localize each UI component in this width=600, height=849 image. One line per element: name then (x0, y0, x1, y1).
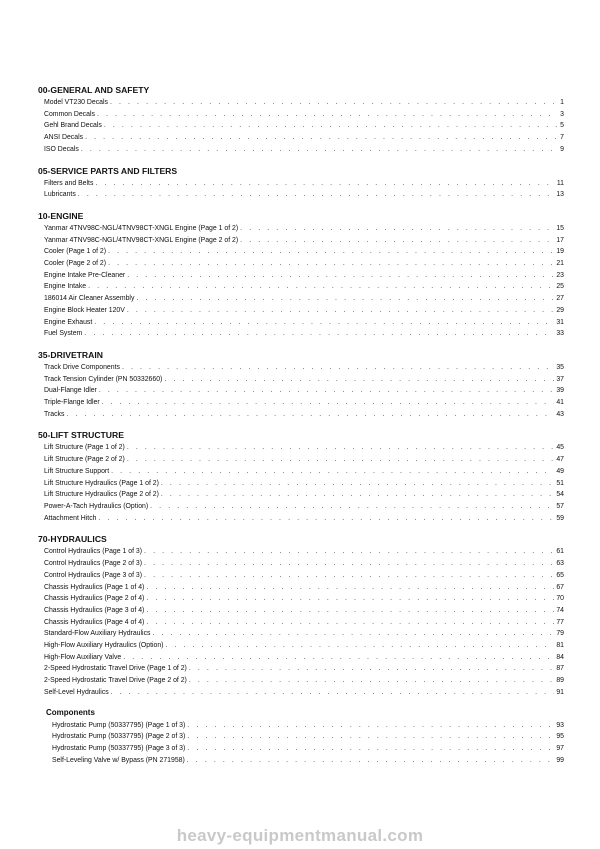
entry-label: Lift Structure (Page 2 of 2) (44, 456, 125, 464)
entry-page: 54 (556, 491, 564, 499)
dot-leader (161, 489, 554, 501)
entry-label: Model VT230 Decals (44, 99, 108, 106)
entry-page: 11 (556, 179, 564, 187)
toc-entry[interactable] (38, 281, 564, 293)
toc-entry[interactable] (38, 109, 564, 121)
entry-label: Lift Structure (Page 1 of 2) (44, 444, 125, 452)
entry-page: 33 (556, 330, 564, 338)
dot-leader (144, 546, 554, 558)
entry-label: Chassis Hydraulics (Page 3 of 4) (44, 606, 145, 614)
dot-leader (189, 675, 554, 687)
dot-leader (95, 178, 554, 190)
entry-label: Cooler (Page 2 of 2) (44, 260, 107, 268)
toc-entry[interactable] (38, 374, 564, 386)
section-title: 35-DRIVETRAIN (38, 349, 103, 360)
toc-entry[interactable] (38, 570, 564, 582)
entry-page: 19 (556, 248, 564, 256)
dot-leader (127, 454, 555, 466)
dot-leader (189, 663, 554, 675)
entry-label: Hydrostatic Pump (50337795) (Page 3 of 3) (52, 744, 186, 752)
entry-label: Common Decals (44, 110, 95, 118)
entry-label: Lubricants (44, 191, 76, 199)
dot-leader (144, 570, 554, 582)
entry-page: 61 (556, 548, 564, 556)
toc-entry[interactable] (38, 235, 564, 247)
entry-label: Lift Structure Hydraulics (Page 2 of 2) (44, 491, 159, 499)
dot-leader (164, 374, 554, 386)
toc-entry[interactable] (46, 731, 564, 743)
entry-label: Filters and Belts (44, 179, 94, 187)
entry-page: 99 (556, 756, 564, 764)
entry-page: 77 (556, 618, 564, 626)
entry-page: 31 (556, 318, 564, 326)
entry-label: Control Hydraulics (Page 1 of 3) (44, 548, 143, 556)
toc-entry[interactable] (38, 478, 564, 490)
dot-leader (122, 362, 554, 374)
entry-page: 39 (556, 387, 564, 395)
entry-label: Attachment Hitch (44, 514, 97, 522)
table-of-contents (38, 84, 564, 775)
dot-leader (110, 97, 558, 109)
entry-page: 35 (556, 363, 564, 371)
dot-leader (78, 189, 555, 201)
toc-entry[interactable] (38, 593, 564, 605)
toc-entry[interactable] (38, 385, 564, 397)
entry-label: Yanmar 4TNV98C-NGL/4TNV98CT-XNGL Engine (Page 1 of 2) (44, 224, 239, 232)
entry-label: Engine Intake Pre-Cleaner (44, 271, 126, 279)
toc-section-lift-structure (38, 429, 564, 524)
toc-entry[interactable] (38, 675, 564, 687)
toc-entry[interactable] (38, 362, 564, 374)
dot-leader (165, 640, 554, 652)
toc-entry[interactable] (38, 317, 564, 329)
entry-page: 74 (556, 606, 564, 614)
entry-label: Control Hydraulics (Page 3 of 3) (44, 571, 143, 579)
entry-label: Triple-Flange Idler (44, 399, 100, 407)
dot-leader (104, 120, 558, 132)
entry-page: 57 (556, 502, 564, 510)
entry-page: 15 (556, 224, 564, 232)
entry-page: 21 (556, 260, 564, 268)
toc-section-drivetrain (38, 349, 564, 421)
dot-leader (88, 281, 554, 293)
entry-label: Standard-Flow Auxiliary Hydraulics (44, 630, 151, 638)
toc-entry[interactable] (38, 246, 564, 258)
toc-entry[interactable] (38, 466, 564, 478)
section-title: 10-ENGINE (38, 210, 84, 221)
entry-page: 37 (556, 375, 564, 383)
dot-leader (187, 731, 554, 743)
entry-label: Engine Block Heater 120V (44, 306, 125, 314)
entry-page: 5 (560, 122, 564, 130)
toc-entry[interactable] (38, 687, 564, 699)
dot-leader (144, 558, 554, 570)
entry-page: 29 (556, 306, 564, 314)
toc-entry[interactable] (38, 328, 564, 340)
entry-page: 23 (556, 271, 564, 279)
entry-label: Track Tension Cylinder (PN 50332660) (44, 375, 163, 383)
dot-leader (187, 743, 554, 755)
entry-label: Yanmar 4TNV98C-NGL/4TNV98CT-XNGL Engine (Page 2 of 2) (44, 236, 239, 244)
toc-entry[interactable] (38, 144, 564, 156)
dot-leader (146, 582, 554, 594)
toc-entry[interactable] (38, 501, 564, 513)
toc-entry[interactable] (38, 617, 564, 629)
entry-page: 17 (556, 236, 564, 244)
dot-leader (97, 109, 558, 121)
dot-leader (127, 305, 555, 317)
entry-page: 13 (556, 191, 564, 199)
entry-label: Self-Leveling Valve w/ Bypass (PN 271958) (52, 756, 185, 764)
entry-label: ANSI Decals (44, 134, 84, 142)
entry-label: Chassis Hydraulics (Page 2 of 4) (44, 595, 145, 603)
entry-page: 95 (556, 733, 564, 741)
entry-page: 3 (560, 110, 564, 118)
dot-leader (240, 235, 554, 247)
toc-entry[interactable] (46, 755, 564, 767)
entry-page: 97 (556, 744, 564, 752)
entry-page: 7 (560, 134, 564, 142)
entry-label: Power-A-Tach Hydraulics (Option) (44, 502, 149, 510)
dot-leader (161, 478, 554, 490)
entry-label: Control Hydraulics (Page 2 of 3) (44, 560, 143, 568)
entry-label: Cooler (Page 1 of 2) (44, 248, 107, 256)
entry-label: Engine Intake (44, 283, 87, 291)
toc-entry[interactable] (38, 513, 564, 525)
dot-leader (108, 258, 554, 270)
toc-entry[interactable] (38, 454, 564, 466)
entry-page: 45 (556, 444, 564, 452)
entry-label: Fuel System (44, 330, 83, 338)
entry-label: Lift Structure Support (44, 467, 110, 475)
toc-entry[interactable] (38, 189, 564, 201)
toc-entry[interactable] (38, 409, 564, 421)
dot-leader (240, 223, 554, 235)
entry-page: 91 (556, 688, 564, 696)
dot-leader (81, 144, 558, 156)
toc-entry[interactable] (46, 720, 564, 732)
entry-page: 41 (556, 399, 564, 407)
dot-leader (127, 270, 554, 282)
section-title: 70-HYDRAULICS (38, 534, 107, 545)
dot-leader (94, 317, 554, 329)
entry-label: 2-Speed Hydrostatic Travel Drive (Page 2 of 2) (44, 677, 187, 685)
entry-page: 63 (556, 560, 564, 568)
toc-entry[interactable] (38, 489, 564, 501)
entry-page: 49 (556, 467, 564, 475)
entry-label: 186014 Air Cleaner Assembly (44, 295, 135, 303)
entry-label: High-Flow Auxiliary Hydraulics (Option) (44, 642, 164, 650)
toc-entry[interactable] (38, 663, 564, 675)
dot-leader (102, 397, 555, 409)
section-title: 00-GENERAL AND SAFETY (38, 85, 150, 95)
toc-section-engine (38, 210, 564, 340)
dot-leader (150, 501, 554, 513)
dot-leader (66, 409, 554, 421)
entry-page: 81 (556, 642, 564, 650)
toc-entry[interactable] (38, 293, 564, 305)
entry-page: 27 (556, 295, 564, 303)
toc-entry[interactable] (38, 546, 564, 558)
entry-label: Self-Level Hydraulics (44, 688, 109, 696)
entry-label: Dual-Flange Idler (44, 387, 97, 395)
section-title: 05-SERVICE PARTS AND FILTERS (38, 165, 178, 176)
dot-leader (98, 513, 554, 525)
entry-page: 51 (556, 479, 564, 487)
entry-label: ISO Decals (44, 145, 79, 153)
dot-leader (136, 293, 554, 305)
entry-page: 87 (556, 665, 564, 673)
dot-leader (84, 328, 554, 340)
toc-entry[interactable] (38, 305, 564, 317)
dot-leader (123, 652, 554, 664)
dot-leader (187, 720, 554, 732)
entry-page: 47 (556, 456, 564, 464)
toc-subsection-components (38, 707, 564, 767)
entry-page: 43 (556, 410, 564, 418)
entry-page: 79 (556, 630, 564, 638)
entry-label: Hydrostatic Pump (50337795) (Page 2 of 3) (52, 733, 186, 741)
toc-entry[interactable] (38, 442, 564, 454)
entry-label: Gehl Brand Decals (44, 122, 102, 130)
entry-label: Chassis Hydraulics (Page 4 of 4) (44, 618, 145, 626)
entry-label: Track Drive Components (44, 363, 120, 371)
toc-entry[interactable] (38, 178, 564, 190)
entry-page: 59 (556, 514, 564, 522)
toc-entry[interactable] (46, 743, 564, 755)
dot-leader (85, 132, 558, 144)
toc-section-general-safety (38, 84, 564, 156)
entry-label: High-Flow Auxiliary Valve (44, 653, 122, 661)
dot-leader (111, 687, 555, 699)
toc-entry[interactable] (38, 397, 564, 409)
dot-leader (99, 385, 554, 397)
dot-leader (146, 617, 554, 629)
toc-section-hydraulics (38, 533, 564, 766)
entry-page: 67 (556, 583, 564, 591)
dot-leader (152, 628, 554, 640)
toc-entry[interactable] (38, 120, 564, 132)
entry-page: 25 (556, 283, 564, 291)
dot-leader (146, 605, 554, 617)
dot-leader (187, 755, 555, 767)
entry-label: Engine Exhaust (44, 318, 93, 326)
toc-section-service-parts (38, 165, 564, 201)
toc-entry[interactable] (38, 628, 564, 640)
entry-page: 84 (556, 653, 564, 661)
subsection-title: Components (46, 707, 95, 717)
dot-leader (127, 442, 555, 454)
watermark-footer: heavy-equipmentmanual.com (176, 826, 424, 845)
entry-page: 1 (560, 99, 564, 106)
dot-leader (146, 593, 554, 605)
toc-entry[interactable] (38, 132, 564, 144)
section-title: 50-LIFT STRUCTURE (38, 430, 124, 441)
entry-page: 89 (556, 677, 564, 685)
toc-entry[interactable] (38, 640, 564, 652)
entry-page: 9 (560, 145, 564, 153)
dot-leader (111, 466, 554, 478)
entry-page: 93 (556, 721, 564, 729)
toc-entry[interactable] (38, 652, 564, 664)
entry-page: 70 (556, 595, 564, 603)
entry-label: Tracks (44, 410, 65, 418)
toc-entry[interactable] (38, 223, 564, 235)
toc-entry[interactable] (38, 582, 564, 594)
dot-leader (108, 246, 554, 258)
toc-entry[interactable] (38, 558, 564, 570)
toc-entry[interactable] (38, 97, 564, 109)
toc-entry[interactable] (38, 258, 564, 270)
entry-label: 2-Speed Hydrostatic Travel Drive (Page 1 of 2) (44, 665, 187, 673)
toc-entry[interactable] (38, 270, 564, 282)
toc-entry[interactable] (38, 605, 564, 617)
entry-label: Chassis Hydraulics (Page 1 of 4) (44, 583, 145, 591)
entry-page: 65 (556, 571, 564, 579)
entry-label: Lift Structure Hydraulics (Page 1 of 2) (44, 479, 159, 487)
entry-label: Hydrostatic Pump (50337795) (Page 1 of 3) (52, 721, 186, 729)
